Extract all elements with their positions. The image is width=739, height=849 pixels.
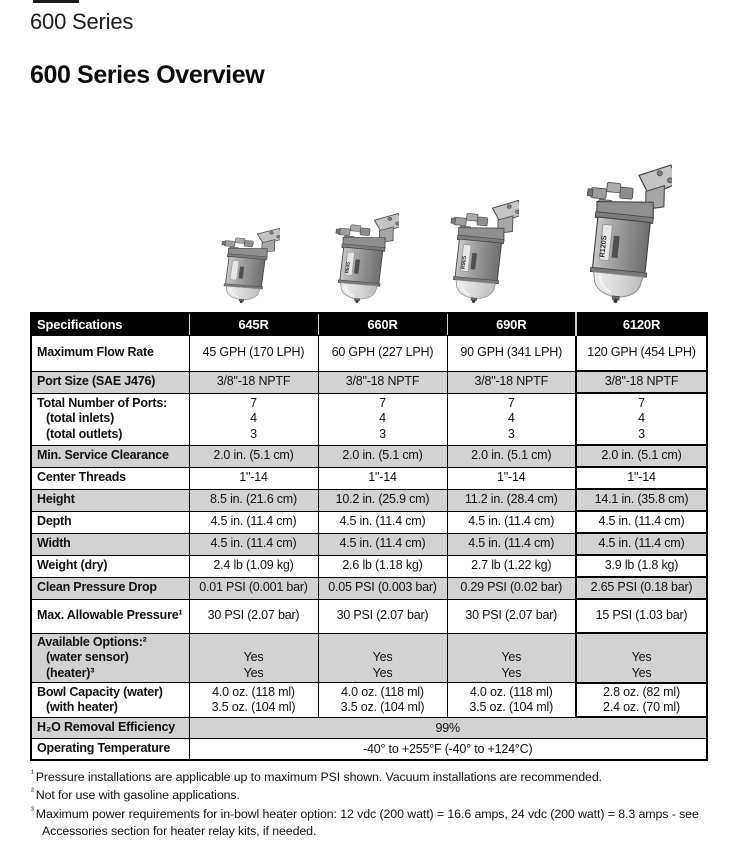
spec-label-text: Port Size (SAE J476) (37, 374, 156, 389)
spec-value-text: 1"-14 (627, 470, 656, 485)
spec-value-cell (189, 555, 318, 577)
spec-value-cell (318, 335, 447, 371)
spec-label-subline: (heater)³ (46, 665, 95, 680)
footnote-text: Maximum power requirements for in-bowl heater option: 12 vdc (200 watt) = 16.6 amps, 24 vdc (200 watt) = 8.3 amps - see Accessories section for heater relay kits, if needed. (35, 807, 699, 839)
product-image-660r (323, 207, 399, 308)
spec-value-text: 2.0 in. (5.1 cm) (471, 448, 552, 463)
product-images-row (0, 152, 739, 308)
spec-value-text: 4 (638, 411, 645, 426)
spec-label-text: H₂O Removal Efficiency (37, 720, 176, 735)
spec-value-text: 60 GPH (227 LPH) (331, 345, 434, 360)
spec-value-cell (447, 533, 576, 555)
spec-value-cell (576, 683, 707, 718)
table-row (31, 577, 707, 599)
footnote-text: Not for use with gasoline applications. (35, 788, 240, 803)
filter-body-label: R90S (460, 255, 469, 270)
spec-value-text: 4.5 in. (11.4 cm) (468, 536, 555, 551)
spec-label-cell (31, 511, 189, 533)
spec-label-text: Weight (dry) (37, 558, 108, 573)
spec-label-cell (31, 738, 189, 760)
spec-value-text: 3.5 oz. (104 ml) (211, 700, 296, 714)
spec-value-cell (189, 467, 318, 489)
spec-value-text: 2.0 in. (5.1 cm) (342, 448, 423, 463)
spec-value-cell (447, 393, 576, 445)
specifications-table-body (31, 335, 707, 760)
spec-value-cell (189, 599, 318, 633)
spec-value-cell (576, 555, 707, 577)
table-row (31, 371, 707, 393)
footnote-1 (31, 768, 731, 786)
table-row (31, 633, 707, 683)
spec-value-cell (447, 599, 576, 633)
spec-value-text: Yes (372, 665, 393, 680)
product-image-645r (210, 223, 280, 308)
spec-value-cell (576, 371, 707, 393)
spec-value-text: 3/8"-18 NPTF (474, 374, 549, 389)
spec-value-text: 2.6 lb (1.18 kg) (342, 558, 423, 573)
spec-value-cell (189, 683, 318, 718)
spec-label-text: Max. Allowable Pressure¹ (37, 608, 183, 623)
model-header-cell-645r: 645R (189, 313, 318, 335)
table-row (31, 683, 707, 718)
spec-value-text: 0.05 PSI (0.003 bar) (328, 580, 437, 595)
spec-value-text: 10.2 in. (25.9 cm) (335, 492, 430, 507)
spec-value-text: 4.5 in. (11.4 cm) (468, 514, 555, 529)
footnote-3 (31, 805, 731, 841)
spec-value-cell (318, 467, 447, 489)
table-row (31, 489, 707, 511)
spec-value-text: 2.0 in. (5.1 cm) (213, 448, 294, 463)
spec-value-text: 3 (379, 426, 386, 441)
table-row (31, 335, 707, 371)
spec-label-cell (31, 467, 189, 489)
spec-value-cell (318, 371, 447, 393)
spec-value-text: 2.8 oz. (82 ml) (603, 684, 680, 699)
specifications-table-head (31, 313, 707, 335)
spec-value-cell (447, 633, 576, 683)
spec-label-text: Width (37, 536, 71, 551)
page-title: 600 Series Overview (30, 61, 265, 89)
spec-label-text: Maximum Flow Rate (37, 345, 154, 360)
spec-value-cell (318, 393, 447, 445)
spec-value-text: 120 GPH (454 LPH) (587, 345, 696, 360)
spec-label-cell (31, 445, 189, 467)
spec-value-text: 4.0 oz. (118 ml) (341, 684, 424, 699)
spec-value-cell (576, 599, 707, 633)
spec-value-cell (576, 577, 707, 599)
product-image-690r (437, 193, 519, 308)
spec-value-text: 4.5 in. (11.4 cm) (210, 536, 297, 551)
spec-value-text: 2.4 lb (1.09 kg) (213, 558, 294, 573)
spec-value-cell (576, 393, 707, 445)
spec-value-cell (447, 555, 576, 577)
spec-value-cell (189, 633, 318, 683)
spec-value-cell (189, 489, 318, 511)
spec-value-text: 7 (379, 396, 386, 411)
fuel-filter-illustration (570, 155, 672, 303)
spec-value-text: Yes (631, 665, 652, 680)
spec-value-cell (318, 555, 447, 577)
model-header-cell-690r: 690R (447, 313, 576, 335)
fuel-filter-illustration (210, 223, 280, 303)
spec-label-text: Operating Temperature (37, 741, 171, 756)
spec-value-text: 4 (250, 411, 257, 426)
filter-body-label: R120S (597, 235, 609, 258)
spec-value-text: 4.5 in. (11.4 cm) (598, 536, 685, 551)
spec-value-text: 4.0 oz. (118 ml) (469, 684, 553, 699)
spec-value-cell (318, 683, 447, 718)
spec-label-text: Total Number of Ports: (37, 396, 168, 411)
spec-value-text: 90 GPH (341 LPH) (460, 345, 563, 360)
table-row (31, 533, 707, 555)
spec-value-text: 30 PSI (2.07 bar) (207, 608, 300, 623)
spec-value-text: 3/8"-18 NPTF (604, 374, 679, 389)
spec-value-text: Yes (501, 665, 522, 680)
spec-value-text: 4.0 oz. (118 ml) (212, 684, 295, 699)
spec-value-text: 4.5 in. (11.4 cm) (339, 514, 426, 529)
spec-value-text: Yes (631, 650, 652, 665)
table-row (31, 717, 707, 738)
table-header-row (31, 313, 707, 335)
spec-value-text: 4.5 in. (11.4 cm) (598, 514, 685, 529)
spec-value-text: 14.1 in. (35.8 cm) (594, 492, 689, 507)
spec-value-cell (447, 683, 576, 718)
spec-value-text: 8.5 in. (21.6 cm) (210, 492, 297, 507)
table-row (31, 467, 707, 489)
table-row (31, 599, 707, 633)
spec-value-text (194, 635, 314, 650)
table-row (31, 445, 707, 467)
spec-value-text: 4 (507, 411, 515, 426)
spec-value-cell (318, 599, 447, 633)
spec-value-text: 0.01 PSI (0.001 bar) (199, 580, 308, 595)
spec-value-text: 2.4 oz. (70 ml) (603, 700, 680, 714)
spec-value-cell (189, 577, 318, 599)
spec-value-cell (189, 511, 318, 533)
spec-label-cell (31, 717, 189, 738)
spec-label-text: Center Threads (37, 470, 126, 485)
filter-body-label: R60S (344, 261, 353, 274)
spec-label-cell (31, 555, 189, 577)
spec-value-cell (576, 633, 707, 683)
table-row (31, 511, 707, 533)
spec-value-cell (318, 511, 447, 533)
spec-value-cell (189, 533, 318, 555)
spec-value-cell (447, 445, 576, 467)
spec-label-cell (31, 533, 189, 555)
spec-label-cell (31, 489, 189, 511)
spec-value-cell (447, 577, 576, 599)
spec-value-text: 15 PSI (1.03 bar) (595, 608, 688, 623)
spec-value-text: 3.5 oz. (104 ml) (340, 700, 425, 714)
spec-value-cell (189, 445, 318, 467)
footnote-2 (31, 786, 731, 804)
footnote-marker: ¹ (31, 768, 34, 778)
model-header-cell-6120r: 6120R (576, 313, 707, 335)
footnote-text: Pressure installations are applicable up to maximum PSI shown. Vacuum installations are recommended. (35, 770, 602, 785)
spec-label-subline: (water sensor) (46, 650, 129, 665)
spec-value-cell (189, 371, 318, 393)
spec-value-cell (576, 533, 707, 555)
spec-label-text: Available Options:² (37, 635, 147, 649)
spec-value-text: 1"-14 (239, 470, 268, 485)
spec-span-value-cell: -40° to +255°F (-40° to +124°C) (189, 738, 707, 760)
spec-value-text: Yes (501, 650, 522, 665)
spec-value-text: 45 GPH (170 LPH) (202, 345, 305, 360)
fuel-filter-illustration (323, 207, 399, 303)
spec-value-text: 30 PSI (2.07 bar) (465, 608, 558, 623)
spec-label-cell (31, 393, 189, 445)
spec-value-text: 1"-14 (497, 470, 526, 485)
spec-value-text: 3.5 oz. (104 ml) (469, 700, 554, 714)
spec-value-text: 2.0 in. (5.1 cm) (601, 448, 682, 463)
spec-span-value-cell: 99% (189, 717, 707, 738)
specifications-table (30, 312, 708, 761)
table-row (31, 738, 707, 760)
spec-label-cell (31, 633, 189, 683)
spec-value-text: 7 (507, 396, 515, 411)
spec-value-text: Yes (243, 650, 264, 665)
spec-value-cell (576, 335, 707, 371)
spec-value-text: 3 (250, 426, 257, 441)
series-kicker: 600 Series (30, 9, 134, 34)
spec-value-cell (318, 633, 447, 683)
spec-label-cell (31, 577, 189, 599)
spec-value-text (323, 635, 443, 650)
spec-value-cell (447, 489, 576, 511)
spec-value-cell (576, 467, 707, 489)
product-image-6120r (570, 155, 672, 308)
footnote-marker: ² (31, 786, 34, 797)
spec-value-cell (576, 511, 707, 533)
spec-value-text: 4 (379, 411, 386, 426)
table-row (31, 393, 707, 445)
spec-value-cell (318, 489, 447, 511)
spec-value-text: 3.9 lb (1.8 kg) (604, 558, 679, 573)
spec-value-text: 30 PSI (2.07 bar) (336, 608, 429, 623)
spec-value-text: 7 (638, 396, 645, 411)
spec-value-text: Yes (243, 665, 264, 680)
spec-value-text: 0.29 PSI (0.02 bar) (460, 580, 563, 595)
spec-value-text: 2.7 lb (1.22 kg) (471, 558, 552, 573)
spec-label-subline: (with heater) (46, 700, 118, 714)
spec-label-text: Clean Pressure Drop (37, 580, 157, 595)
spec-label-text: Height (37, 492, 75, 507)
spec-value-cell (576, 489, 707, 511)
spec-value-text: 11.2 in. (28.4 cm) (464, 492, 558, 507)
spec-value-text: 3/8"-18 NPTF (345, 374, 420, 389)
spec-value-text (581, 635, 702, 650)
page-edge-mark (33, 0, 79, 3)
spec-value-text: Yes (372, 650, 393, 665)
fuel-filter-illustration (437, 193, 519, 303)
spec-value-text: 4.5 in. (11.4 cm) (210, 514, 297, 529)
spec-value-cell (318, 577, 447, 599)
model-header-cell-660r: 660R (318, 313, 447, 335)
footnotes (31, 768, 731, 841)
spec-value-text: 3 (638, 426, 645, 441)
spec-value-cell (447, 335, 576, 371)
spec-label-text: Bowl Capacity (water) (37, 684, 163, 699)
table-row (31, 555, 707, 577)
spec-label-subline: (total inlets) (46, 411, 115, 426)
spec-label-subline: (total outlets) (46, 426, 123, 441)
spec-label-text: Depth (37, 514, 72, 529)
spec-label-cell (31, 599, 189, 633)
spec-value-cell (189, 393, 318, 445)
spec-value-text (452, 635, 572, 650)
spec-value-cell (318, 445, 447, 467)
spec-value-cell (447, 371, 576, 393)
spec-label-cell (31, 371, 189, 393)
spec-value-text: 4.5 in. (11.4 cm) (339, 536, 426, 551)
spec-label-text: Min. Service Clearance (37, 448, 169, 463)
spec-value-text: 7 (250, 396, 257, 411)
footnote-marker: ³ (31, 804, 34, 815)
spec-value-cell (576, 445, 707, 467)
spec-value-text: 1"-14 (368, 470, 397, 485)
spec-label-cell (31, 335, 189, 371)
spec-value-text: 2.65 PSI (0.18 bar) (590, 580, 693, 595)
spec-value-cell (189, 335, 318, 371)
spec-value-text: 3/8"-18 NPTF (216, 374, 291, 389)
spec-label-cell (31, 683, 189, 718)
spec-value-cell (447, 467, 576, 489)
spec-header-cell: Specifications (31, 313, 189, 335)
spec-value-cell (318, 533, 447, 555)
spec-value-cell (447, 511, 576, 533)
spec-value-text: 3 (507, 426, 515, 441)
